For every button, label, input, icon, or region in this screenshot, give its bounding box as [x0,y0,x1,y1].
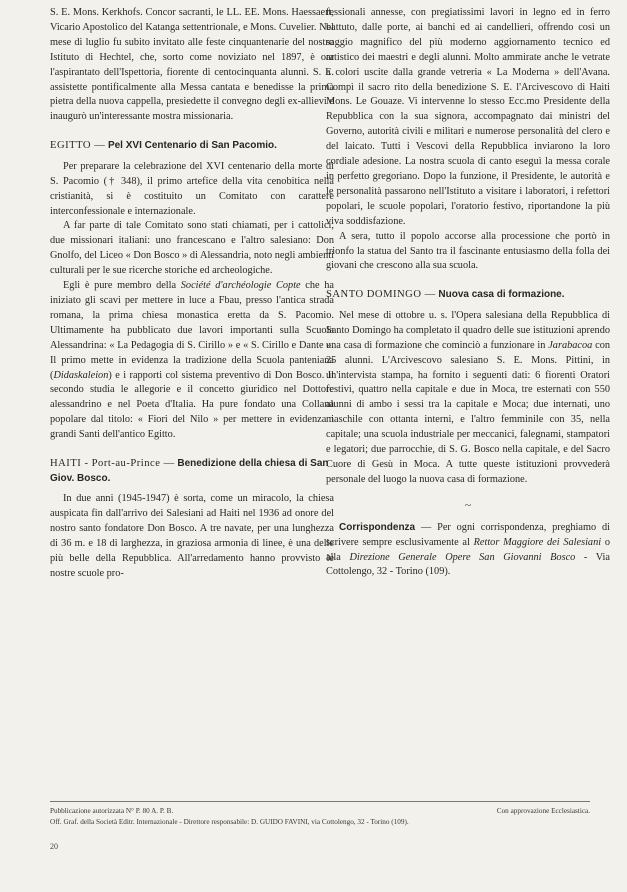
santo-domingo-paragraph [326,309,610,488]
footer-row [50,806,590,817]
place-name: Jarabacoa [548,339,593,351]
section-title: Nuova casa di formazione. [438,289,565,301]
publication-authorization: Pubblicazione autorizzata N° P. 80 A. P. B. [50,807,174,815]
correspondence-heading: Corrispondenza [339,521,416,533]
left-column [50,6,334,582]
text-span: Nel mese di ottobre u. s. l'Opera salesiana della Repubblica di Santo Domingo ha completato il quadro delle sue istituzioni aprendo una casa di formazione che cominciò a funzionare in [326,309,610,351]
society-name: Société d'archéologie Copte [180,280,301,292]
egitto-paragraph-2: A far parte di tale Comitato sono stati chiamati, per i cattolici, due missionari italiani: uno francescano e l'altro salesiano: Don Gnolfo, del Liceo « Don Bosco » di Alessandria, noto negli ambienti culturali per le sue ricerche storiche ed archeologiche. [50,220,334,277]
haiti-paragraph-2: A sera, tutto il popolo accorse alla processione che portò in trionfo la statua del Santo tra il fascinante entusiasmo della folla dei giovani che crescono alla sua scuola. [326,230,610,272]
right-column [326,6,610,580]
section-place: SANTO DOMINGO — [326,289,436,301]
addressee: Rettor Maggiore dei Salesiani [473,536,602,548]
text-span: Egli è pure membro della [63,280,181,292]
section-separator: ~ [464,497,472,512]
ecclesiastical-approval: Con approvazione Ecclesiastica. [496,807,590,815]
haiti-heading [50,457,334,486]
intro-paragraph: S. E. Mons. Kerkhofs. Concor sacranti, le LL. EE. Mons. Haessaert, Vicario Apostolico del Katanga settentrionale, e Mons. Cuvelier. Nel mese di luglio fu subito invitato alle feste cinquantenarie del nostro Istituto di Hechtel, che, sorto come noviziato nel 1897, è ora l'aspirantato dell'Ispettoria, fiorente di centocinquanta alunni. S. E. assistette pontificalmente alla Messa cantata e benedisse la prima pietra della nuova cappella, presiedette il convegno degli ex-allievi e inaugurò un'interessante mostra missionaria. [50,7,334,123]
text-span: o alla [326,536,610,563]
section-place: HAITI - Port-au-Prince — [50,458,175,470]
text-span: ) e i rapporti col sistema preventivo di Don Bosco. Il secondo studia le allegorie e il concetto giuridico nel Dottore alessandrino e nel Poeta d'Italia. Ha pure fondato una Collana popolare dal titolo: « Fiori del Nilo » per mettere in evidenza i grandi Santi dell'antico Egitto. [50,369,334,441]
page-number: 20 [50,842,58,851]
correspondence-notice [326,521,610,581]
text-span: - Via Cottolengo, 32 - Torino (109). [326,551,610,578]
santo-domingo-heading [326,288,610,303]
greek-term: Didaskaleion [53,369,109,381]
text-span: che ha iniziato gli scavi per mettere in luce a Fbau, presso l'antica strada romana, la prima chiesa monastica eretta da S. Pacomio. Ultimamente ha pubblicato due lavori importanti sulla Scuola Alessandrina: « La Pedagogia di S. Cirillo » e « S. Cirillo e Dante ». Il primo mette in evidenza la tradizione della Scuola panteniana ( [50,280,334,381]
section-title: Benedizione della chiesa di San Giov. Bosco. [50,458,329,484]
haiti-continuation: fessionali annesse, con pregiatissimi lavori in legno ed in ferro battuto, dalle porte, ai banchi ed ai candellieri, offrendo così un saggio magnifico del più moderno aggiornamento tecnico ed artistico dei maestri e degli alunni. Molto ammirate anche le vetrate a colori uscite dalla grande vetreria « La Moderna » dell'Avana. Compì il sacro rito della benedizione S. E. l'Arcivescovo di Haiti Mons. Le Gouaze. Vi intervenne lo stesso Ecc.mo Presidente della Repubblica con la sua signora, accompagnato dai ministri del Governo, autorità civili e militari e numerose personalità del clero e del laicato. Tutti i Vescovi della Repubblica inviarono la loro cordiale adesione. La nostra scuola di canto eseguì la messa corale in perfetto gregoriano. Dopo la funzione, il Presidente, le autorità e le personalità passarono nell'Istituto a visitare i laboratori, i refettori popolari, le scuole popolari, l'oratorio festivo, riportandone la più viva soddisfazione. [326,7,610,227]
text-span: con 25 alunni. L'Arcivescovo salesiano S. E. Mons. Pittini, in un'intervista stampa, ha fornito i seguenti dati: 6 fiorenti Oratori festivi, quattro nella capitale e due in Moca, tre esternati con 550 alunni di ambo i sessi tra la capitale e Moca; due internati, uno maschile con ottanta interni, e l'altro femminile con 35, nella capitale; una scuola industriale per meccanici, falegnami, stampatori e legatori; due parrocchie, di S. G. Bosco nella capitale, e del Sacro Cuore di Gesù in Moca. A tutte queste istituzioni provvederà personale del luogo la nuova casa di formazione. [326,339,610,485]
section-title: Pel XVI Centenario di San Pacomio. [107,140,277,152]
egitto-heading [50,139,334,154]
egitto-paragraph-1: Per preparare la celebrazione del XVI centenario della morte di S. Pacomio († 348), il primo artefice della vita cenobitica nella cristianità, si è costituito un Comitato con carattere interconfessionale e internazionale. [50,160,334,217]
text-span: — Per ogni corrispondenza, preghiamo di scrivere sempre esclusivamente al [326,521,610,548]
haiti-paragraph-1: In due anni (1945-1947) è sorta, come un miracolo, la chiesa auspicata fin dall'arrivo dei Salesiani ad Haiti nel 1936 ad onore del nostro santo fondatore Don Bosco. A tre navate, per una lunghezza di 36 m. e 18 di larghezza, in graziosa armonia di linee, è una delle più belle della Repubblica. All'arredamento hanno provvisto le nostre scuole pro- [50,493,334,579]
section-place: EGITTO — [50,140,106,152]
printer-info: Off. Graf. della Società Editr. Internazionale - Direttore responsabile: D. GUIDO FAVINI, via Cottolengo, 32 - Torino (109). [50,818,409,826]
page-footer [50,801,590,828]
egitto-paragraph-3 [50,279,334,443]
addressee: Direzione Generale Opere San Giovanni Bosco [349,551,576,563]
